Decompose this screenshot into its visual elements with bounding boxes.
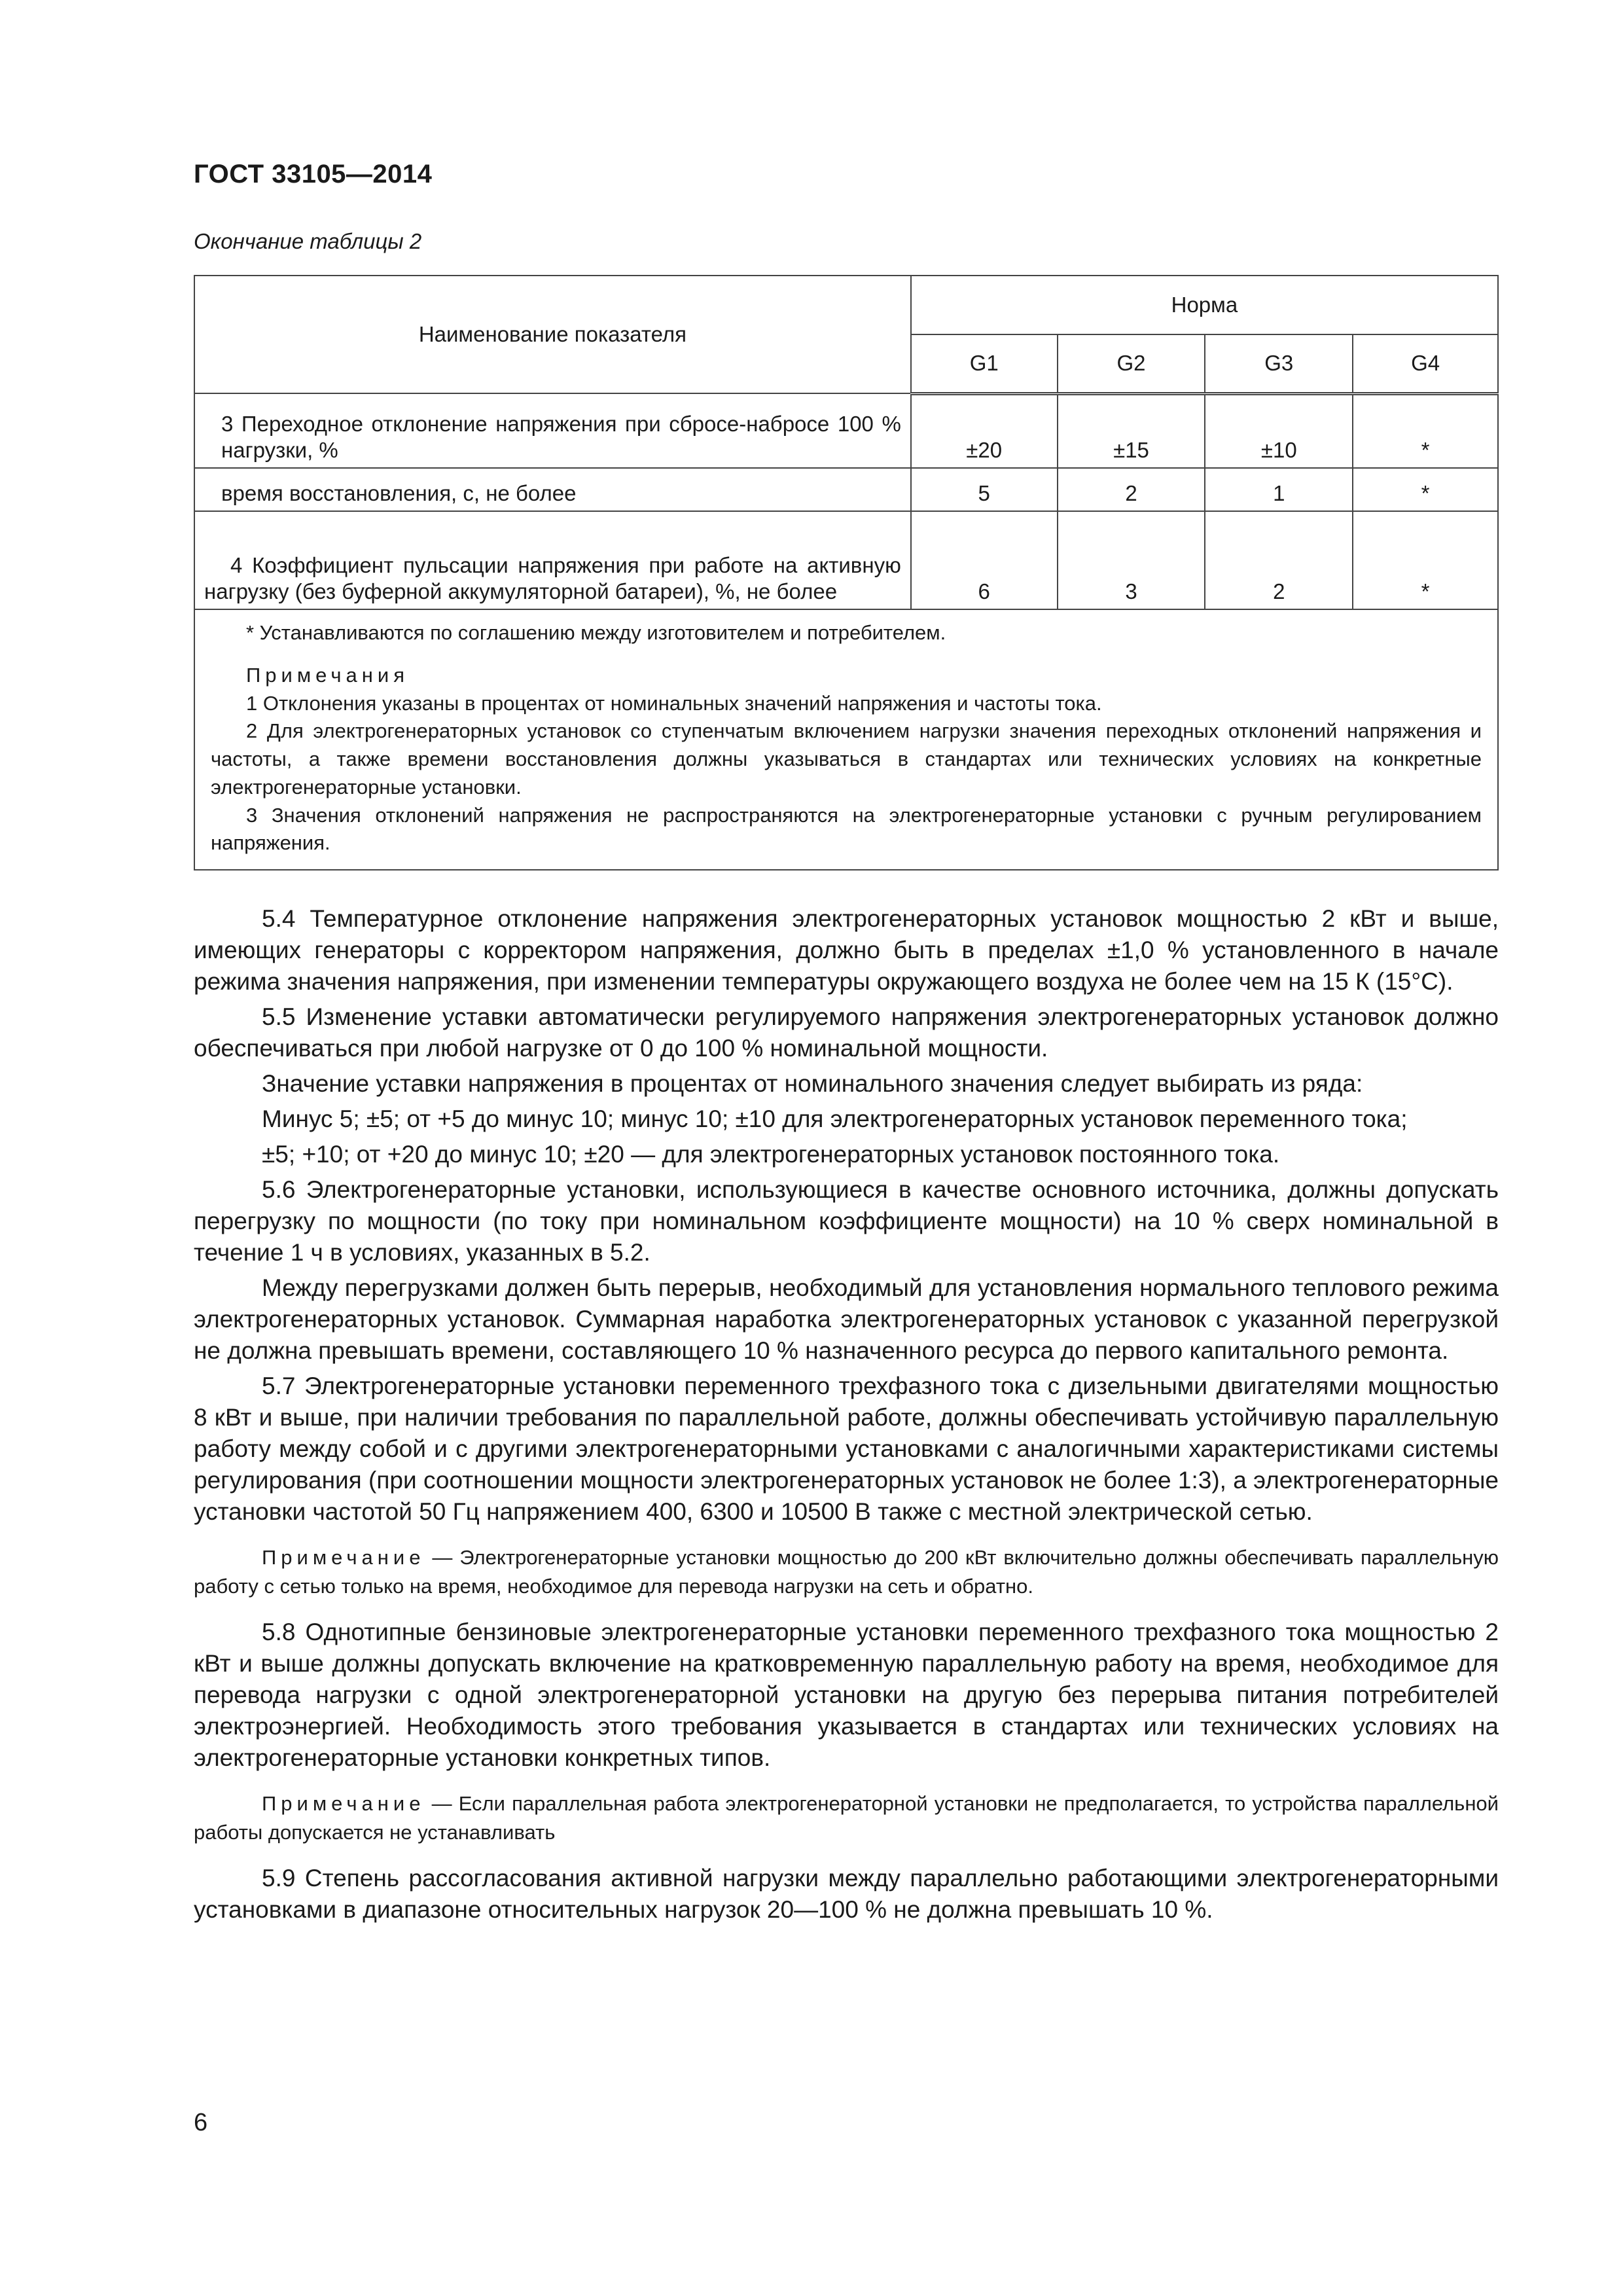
note-5-8 xyxy=(194,1789,1499,1847)
table-caption: Окончание таблицы 2 xyxy=(194,229,422,253)
table-row xyxy=(194,393,1498,468)
paragraph-5-5-values: Значение уставки напряжения в процентах от номинального значения следует выбирать из ряда: xyxy=(262,1070,1363,1097)
row-value: 5 xyxy=(911,468,1058,511)
spec-table xyxy=(194,275,1499,870)
column-header-g2: G2 xyxy=(1058,334,1205,393)
row-value: * xyxy=(1353,468,1498,511)
paragraph-5-8: 5.8 Однотипные бензиновые электрогенераторные установки переменного трехфазного тока мощностью 2 кВт и выше должны допускать включение на кратковременную параллельную работу на время, необходимое для перевода нагрузки с одной электрогенераторной установки на другую без перерыва питания потребителей электроэнергией. Необходимость этого требования указывается в стандартах или технических условиях на электрогенераторные установки конкретных типов. xyxy=(194,1619,1499,1771)
column-header-norm: Норма xyxy=(911,276,1498,334)
row-value: 1 xyxy=(1205,468,1353,511)
table-notes xyxy=(194,609,1498,870)
table-footnote: * Устанавливаются по соглашению между изготовителем и потребителем. xyxy=(246,621,946,644)
note-label: Примечание xyxy=(262,1792,425,1815)
note-text: — Если параллельная работа электрогенераторной установки не предполагается, то устройства параллельной работы допускается не устанавливать xyxy=(194,1792,1499,1844)
row-value: * xyxy=(1353,511,1498,609)
row-name: время восстановления, с, не более xyxy=(194,468,911,511)
page-number: 6 xyxy=(194,2109,208,2136)
table-row xyxy=(194,468,1498,511)
paragraph-5-4: 5.4 Температурное отклонение напряжения электрогенераторных установок мощностью 2 кВт и выше, имеющих генераторы с корректором напряжения, должно быть в пределах ±1,0 % установленного в начале режима значения напряжения, при изменении температуры окружающего воздуха не более чем на 15 К (15°С). xyxy=(194,905,1499,995)
body-text xyxy=(194,903,1499,1929)
column-header-g4: G4 xyxy=(1353,334,1498,393)
note-text: — Электрогенераторные установки мощностью до 200 кВт включительно должны обеспечивать параллельную работу с сетью только на время, необходимое для перевода нагрузки на сеть и обратно. xyxy=(194,1546,1499,1598)
paragraph-5-6-overload: Между перегрузками должен быть перерыв, необходимый для установления нормального теплового режима электрогенераторных установок. Суммарная наработка электрогенераторных установок с указанной перегрузкой не должна превышать времени, составляющего 10 % назначенного ресурса до первого капитального ремонта. xyxy=(194,1274,1499,1364)
paragraph-5-9: 5.9 Степень рассогласования активной нагрузки между параллельно работающими электрогенераторными установками в диапазоне относительных нагрузок 20—100 % не должна превышать 10 %. xyxy=(194,1865,1499,1923)
note-5-7 xyxy=(194,1543,1499,1601)
table-notes-row xyxy=(194,609,1498,870)
row-value: 2 xyxy=(1205,511,1353,609)
column-header-name: Наименование показателя xyxy=(194,276,911,393)
paragraph-5-5-ac-series: Минус 5; ±5; от +5 до минус 10; минус 10; ±10 для электрогенераторных установок переменного тока; xyxy=(262,1105,1408,1132)
paragraph-5-5-dc-series: ±5; +10; от +20 до минус 10; ±20 — для электрогенераторных установок постоянного тока. xyxy=(262,1141,1280,1168)
note-item: 3 Значения отклонений напряжения не распространяются на электрогенераторные установки с ручным регулированием напряжения. xyxy=(211,803,1482,855)
note-item: 1 Отклонения указаны в процентах от номинальных значений напряжения и частоты тока. xyxy=(246,691,1102,715)
row-name: 3 Переходное отклонение напряжения при сбросе-набросе 100 % нагрузки, % xyxy=(194,393,911,468)
note-item: 2 Для электрогенераторных установок со ступенчатым включением нагрузки значения переходных отклонений напряжения и частоты, а также времени восстановления должны указываться в стандартах или технических условиях на конкретные электрогенераторные установки. xyxy=(211,719,1482,798)
document-header: ГОСТ 33105—2014 xyxy=(194,160,433,188)
row-value: 6 xyxy=(911,511,1058,609)
notes-heading: Примечания xyxy=(246,663,409,687)
column-header-g1: G1 xyxy=(911,334,1058,393)
column-header-g3: G3 xyxy=(1205,334,1353,393)
row-value: ±15 xyxy=(1058,393,1205,468)
row-value: 3 xyxy=(1058,511,1205,609)
table-header-row xyxy=(194,276,1498,334)
row-value: ±20 xyxy=(911,393,1058,468)
row-value: * xyxy=(1353,393,1498,468)
row-name: 4 Коэффициент пульсации напряжения при работе на активную нагрузку (без буферной аккумуляторной батареи), %, не более xyxy=(194,511,911,609)
row-value: 2 xyxy=(1058,468,1205,511)
row-value: ±10 xyxy=(1205,393,1353,468)
table-row xyxy=(194,511,1498,609)
paragraph-5-6: 5.6 Электрогенераторные установки, использующиеся в качестве основного источника, должны допускать перегрузку по мощности (по току при номинальном коэффициенте мощности) на 10 % сверх номинальной в течение 1 ч в условиях, указанных в 5.2. xyxy=(194,1176,1499,1266)
paragraph-5-7: 5.7 Электрогенераторные установки переменного трехфазного тока с дизельными двигателями мощностью 8 кВт и выше, при наличии требования по параллельной работе, должны обеспечивать устойчивую параллельную работу между собой и с другими электрогенераторными установками с аналогичными характеристиками системы регулирования (при соотношении мощности электрогенераторных установок не более 1:3), а электрогенераторные установки частотой 50 Гц напряжением 400, 6300 и 10500 В также с местной электрической сетью. xyxy=(194,1372,1499,1525)
note-label: Примечание xyxy=(262,1546,425,1569)
paragraph-5-5: 5.5 Изменение уставки автоматически регулируемого напряжения электрогенераторных установок должно обеспечиваться при любой нагрузке от 0 до 100 % номинальной мощности. xyxy=(194,1003,1499,1062)
